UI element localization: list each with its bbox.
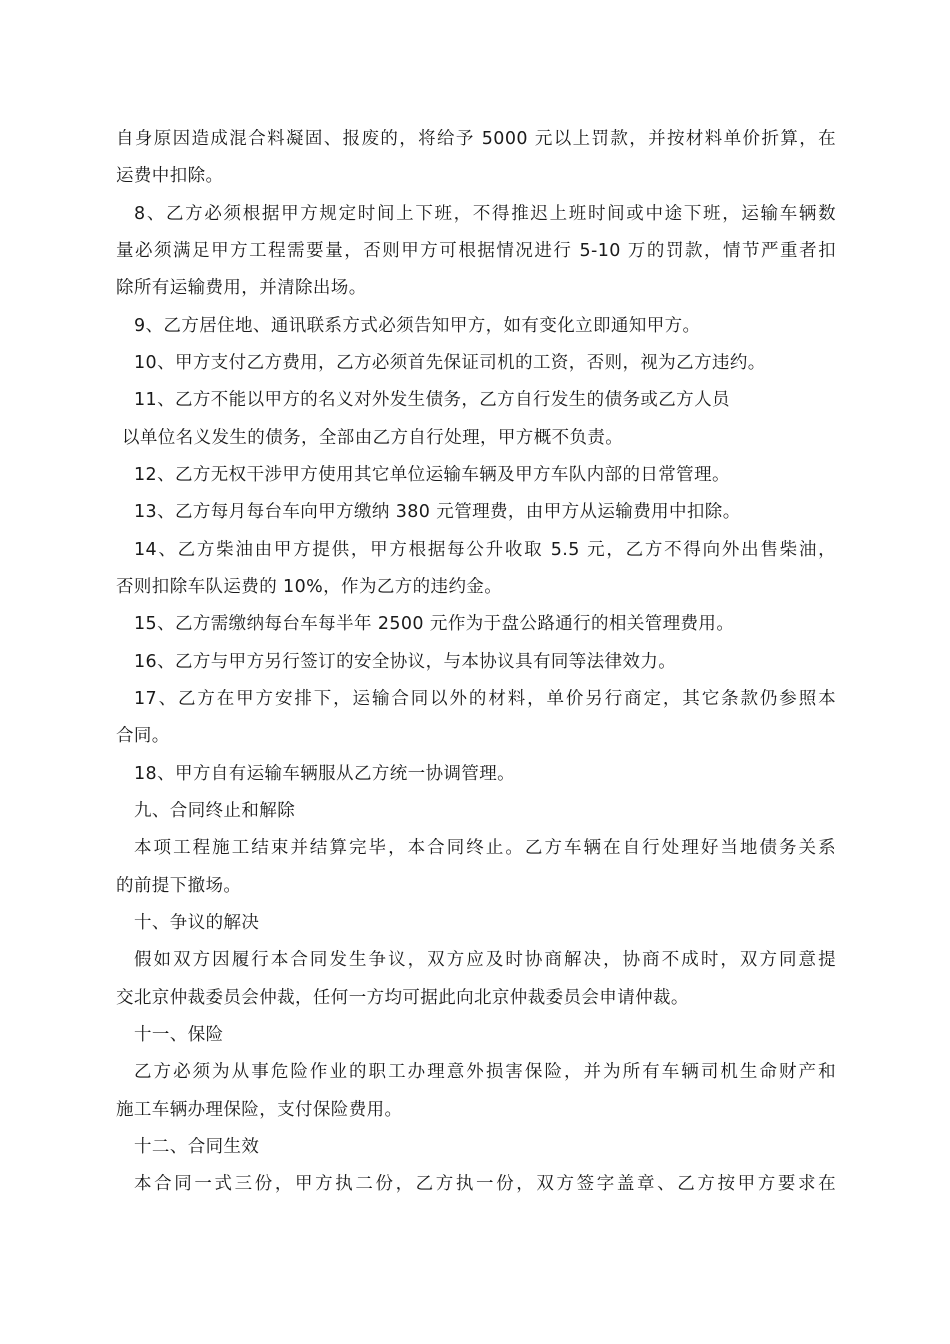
section-heading: 十一、保险: [134, 1025, 224, 1045]
paragraph-line: 否则扣除车队运费的 10%，作为乙方的违约金。: [116, 577, 503, 597]
paragraph-line: 自身原因造成混合料凝固、报废的，将给予 5000 元以上罚款，并按材料单价折算，在: [116, 129, 836, 149]
paragraph-line: 本合同一式三份，甲方执二份，乙方执一份，双方签字盖章、乙方按甲方要求在: [134, 1174, 836, 1194]
paragraph-line: 交北京仲裁委员会仲裁，任何一方均可据此向北京仲裁委员会申请仲裁。: [116, 988, 689, 1008]
paragraph-line: 假如双方因履行本合同发生争议，双方应及时协商解决，协商不成时，双方同意提: [134, 950, 836, 970]
paragraph-line: 乙方必须为从事危险作业的职工办理意外损害保险，并为所有车辆司机生命财产和: [134, 1062, 836, 1082]
paragraph-line: 8、乙方必须根据甲方规定时间上下班，不得推迟上班时间或中途下班，运输车辆数: [134, 204, 836, 224]
paragraph-line: 15、乙方需缴纳每台车每半年 2500 元作为于盘公路通行的相关管理费用。: [134, 614, 735, 634]
paragraph-line: 除所有运输费用，并清除出场。: [116, 278, 367, 298]
paragraph-line: 16、乙方与甲方另行签订的安全协议，与本协议具有同等法律效力。: [134, 652, 677, 672]
paragraph-line: 量必须满足甲方工程需要量，否则甲方可根据情况进行 5-10 万的罚款，情节严重者扣: [116, 241, 836, 261]
paragraph-line: 10、甲方支付乙方费用，乙方必须首先保证司机的工资，否则，视为乙方违约。: [134, 353, 766, 373]
paragraph-line: 合同。: [116, 726, 170, 746]
paragraph-line: 14、乙方柴油由甲方提供，甲方根据每公升收取 5.5 元，乙方不得向外出售柴油，: [134, 540, 836, 560]
section-heading: 九、合同终止和解除: [134, 801, 296, 821]
paragraph-line: 以单位名义发生的债务，全部由乙方自行处理，甲方概不负责。: [122, 428, 624, 448]
section-heading: 十、争议的解决: [134, 913, 260, 933]
paragraph-line: 18、甲方自有运输车辆服从乙方统一协调管理。: [134, 764, 516, 784]
paragraph-line: 运费中扣除。: [116, 166, 224, 186]
paragraph-line: 本项工程施工结束并结算完毕，本合同终止。乙方车辆在自行处理好当地债务关系: [134, 838, 836, 858]
paragraph-line: 施工车辆办理保险，支付保险费用。: [116, 1100, 403, 1120]
paragraph-line: 11、乙方不能以甲方的名义对外发生债务，乙方自行发生的债务或乙方人员: [134, 390, 730, 410]
paragraph-line: 的前提下撤场。: [116, 876, 242, 896]
paragraph-line: 12、乙方无权干涉甲方使用其它单位运输车辆及甲方车队内部的日常管理。: [134, 465, 730, 485]
section-heading: 十二、合同生效: [134, 1137, 260, 1157]
paragraph-line: 13、乙方每月每台车向甲方缴纳 380 元管理费，由甲方从运输费用中扣除。: [134, 502, 741, 522]
paragraph-line: 9、乙方居住地、通讯联系方式必须告知甲方，如有变化立即通知甲方。: [134, 316, 701, 336]
paragraph-line: 17、乙方在甲方安排下，运输合同以外的材料，单价另行商定，其它条款仍参照本: [134, 689, 836, 709]
